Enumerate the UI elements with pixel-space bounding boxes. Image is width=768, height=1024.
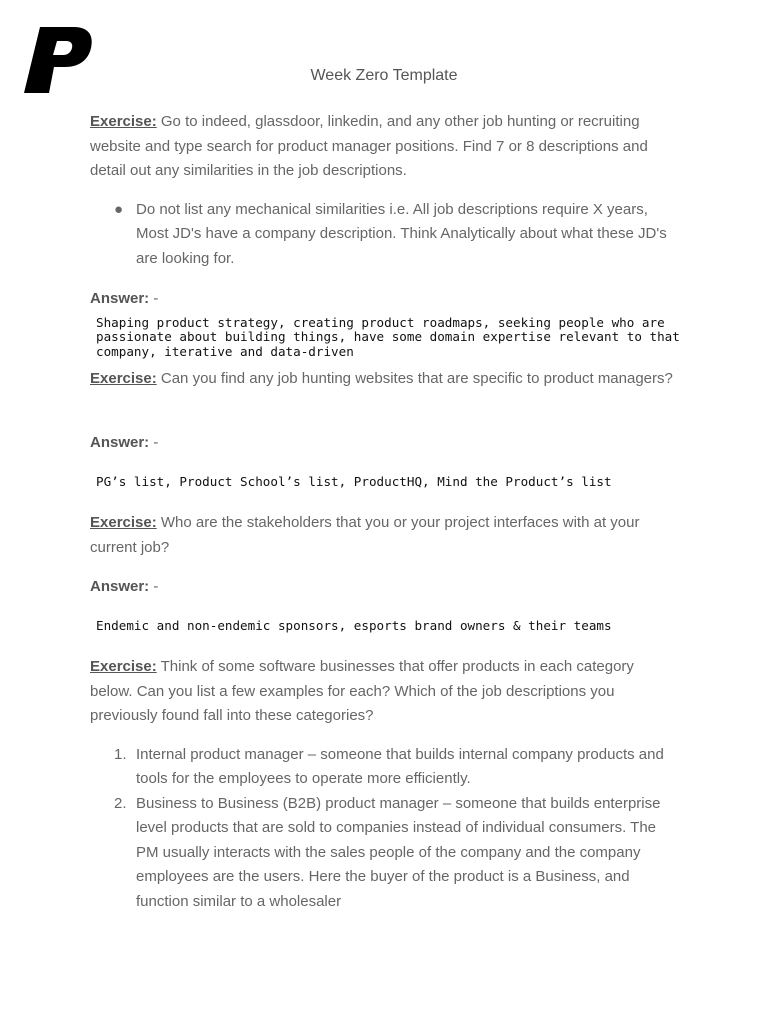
exercise-question: [90, 110, 680, 184]
exercise-text: Go to indeed, glassdoor, linkedin, and any other job hunting or recruiting website and type search for product manager positions. Find 7 or 8 descriptions and detail out any similarities in the job descriptions.: [90, 113, 648, 179]
answer-code-text: Endemic and non-endemic sponsors, esports brand owners & their teams: [96, 617, 612, 633]
list-item: [114, 743, 680, 792]
list-item-text: Internal product manager – someone that builds internal company products and tools for the employees to operate more efficiently.: [136, 745, 664, 787]
answer-label: Answer:: [90, 434, 150, 451]
bullet-icon: ●: [114, 200, 124, 218]
page-title: Week Zero Template: [310, 67, 458, 84]
exercise-2: [90, 367, 680, 392]
category-numbered-list: [90, 743, 680, 915]
answer-suffix: -: [149, 578, 159, 595]
exercise-4: [90, 655, 680, 914]
exercise-question: [90, 511, 680, 560]
answer-label: Answer:: [90, 290, 150, 307]
answer-2: [90, 431, 680, 489]
exercise-label: Exercise:: [90, 514, 157, 531]
answer-heading: [90, 287, 680, 312]
exercise-text: Think of some software businesses that offer products in each category below. Can you list a few examples for each? Which of the job descriptions you previously found fall into these categories?: [90, 658, 634, 724]
exercise-1: [90, 110, 680, 271]
answer-heading: [90, 575, 680, 600]
exercise-text: Who are the stakeholders that you or your project interfaces with at your current job?: [90, 514, 640, 556]
answer-1: [90, 287, 688, 359]
list-item-number: 2.: [114, 794, 127, 812]
list-item: [114, 198, 680, 272]
answer-label: Answer:: [90, 578, 150, 595]
exercise-bullet-list: [90, 198, 680, 272]
list-item-text: Business to Business (B2B) product manager – someone that builds enterprise level products that are sold to companies instead of individual consumers. The PM usually interacts with the sales people of the company and the company employees are the users. Here the buyer of the product is a Business, and function similar to a wholesaler: [136, 794, 661, 910]
answer-suffix: -: [149, 290, 159, 307]
list-item-number: 1.: [114, 745, 127, 763]
brand-logo-p-icon: [22, 24, 94, 96]
exercise-3: [90, 511, 680, 560]
list-item-text: Do not list any mechanical similarities i.e. All job descriptions require X years, Most JD's have a company description. Think Analytically about what these JD's are looking for.: [136, 200, 667, 267]
exercise-label: Exercise:: [90, 658, 157, 675]
answer-code-text: PG’s list, Product School’s list, ProductHQ, Mind the Product’s list: [96, 473, 612, 489]
answer-3: [90, 575, 680, 633]
exercise-label: Exercise:: [90, 370, 157, 387]
answer-heading: [90, 431, 680, 456]
exercise-question: [90, 655, 680, 729]
list-item: [114, 792, 680, 915]
exercise-text: Can you find any job hunting websites that are specific to product managers?: [156, 370, 673, 387]
answer-suffix: -: [149, 434, 159, 451]
exercise-question: [90, 367, 680, 392]
answer-code-text: Shaping product strategy, creating product roadmaps, seeking people who are passionate about building things, have some domain expertise relevant to that company, iterative and data-driven: [96, 314, 688, 359]
exercise-label: Exercise:: [90, 113, 157, 130]
